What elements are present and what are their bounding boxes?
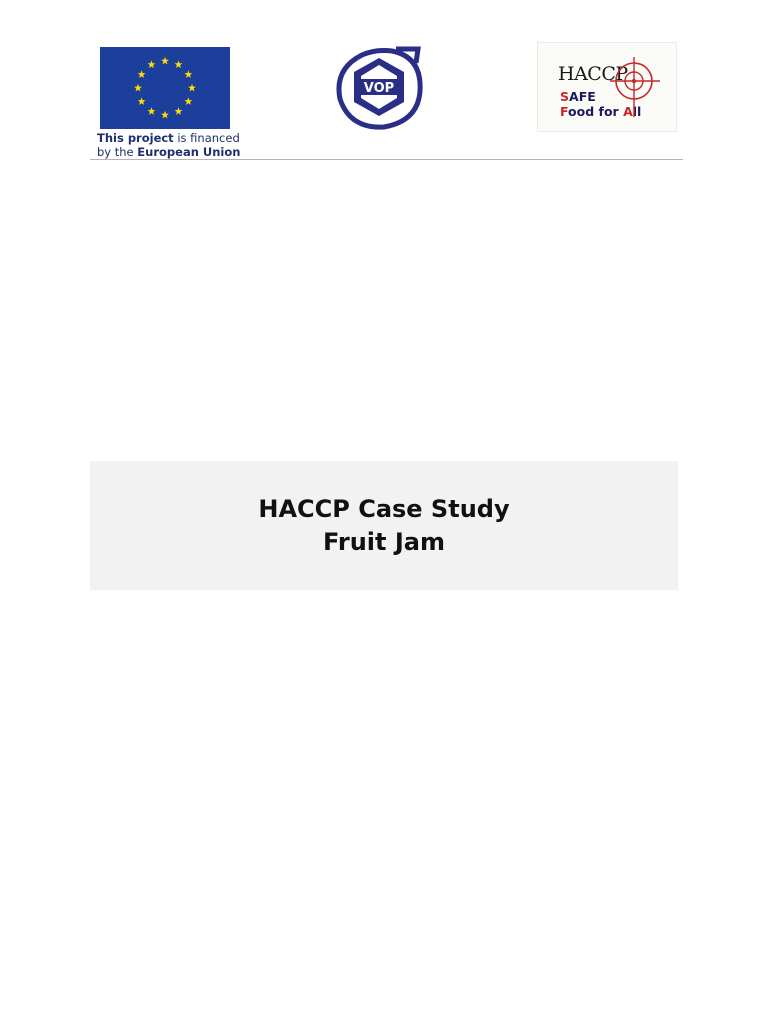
haccp-logo-word: HACCP [558, 63, 628, 85]
haccp-logo [537, 42, 677, 132]
eu-funding-caption [97, 131, 240, 159]
haccp-target-icon [610, 57, 666, 117]
haccp-initial-f: F [560, 104, 569, 119]
title-panel [90, 461, 678, 590]
header-divider [90, 159, 683, 160]
vop-logo-text: VOP [363, 81, 395, 96]
haccp-line2-rest: ll [632, 104, 642, 119]
haccp-line2-mid: ood for [568, 104, 624, 119]
document-title: HACCP Case Study [258, 495, 510, 523]
eu-caption-bold-2: European Union [137, 145, 241, 159]
haccp-logo-line1 [560, 89, 596, 104]
eu-caption-text-2: by the [97, 145, 138, 159]
eu-caption-bold-1: This project [97, 131, 174, 145]
document-subtitle: Fruit Jam [323, 528, 445, 556]
vop-logo-icon [334, 45, 424, 131]
eu-flag-icon [100, 47, 230, 129]
haccp-initial-a: A [623, 104, 633, 119]
haccp-initial-s: S [560, 89, 570, 104]
eu-caption-text-1: is financed [173, 131, 240, 145]
haccp-line1-rest: AFE [569, 89, 596, 104]
